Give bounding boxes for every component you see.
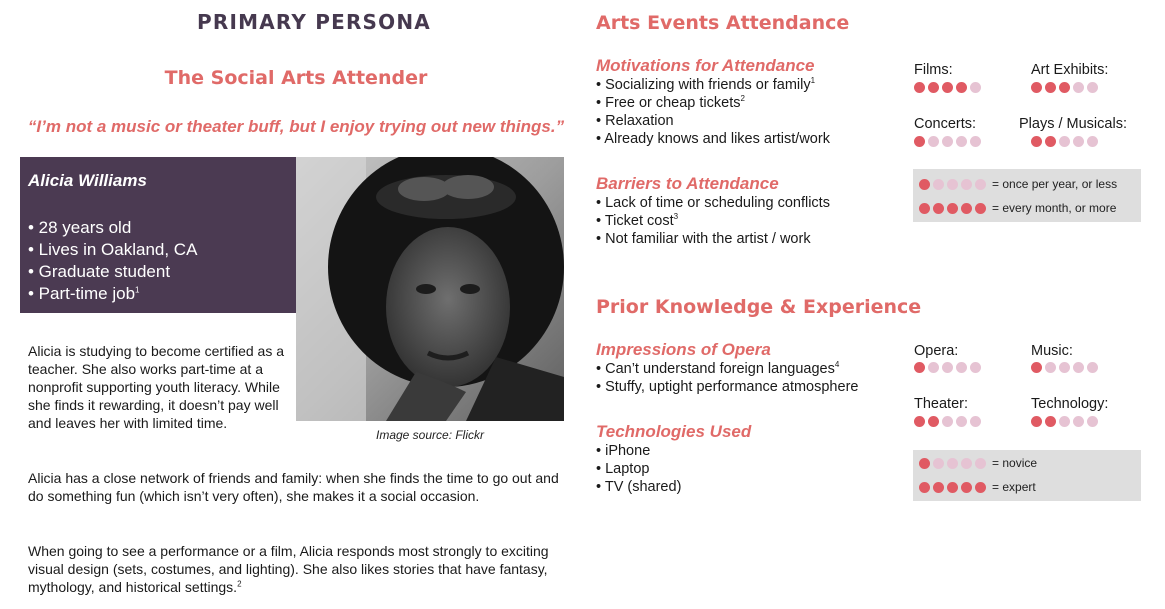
list-item: • Ticket cost$^3$ [596,212,679,229]
bio-paragraph: Alicia is studying to become certified as a teacher. She also works part-time at a nonprofit supporting youth literacy. While she finds it rewarding, it doesn’t pay well and leaves her with limited time. [28,343,285,431]
rating-dot-filled [928,82,939,93]
rating-dot-empty [956,362,967,373]
profile-facts [28,217,197,305]
rating-label-plays: Plays / Musicals: [1019,116,1127,132]
rating-label-art-exhibits: Art Exhibits: [1031,62,1109,78]
motivations-heading: Motivations for Attendance [596,56,815,75]
rating-dot-filled [933,482,944,493]
list-item: • Can’t understand foreign languages$^4$ [596,360,840,377]
legend-row [919,456,1037,470]
legend-text: = novice [992,456,1038,470]
rating-dot-empty [970,136,981,147]
footnote-marker: 2 [237,579,242,589]
photo-caption: Image source: Flickr [375,428,485,442]
rating-dot-filled [947,203,958,214]
persona-kicker: PRIMARY PERSONA [197,10,431,34]
profile-fact: • Lives in Oakland, CA [28,240,198,259]
rating-label-theater: Theater: [914,396,968,412]
legend-text: = once per year, or less [992,177,1118,191]
profile-fact: • Part-time job$^1$ [28,284,140,303]
rating-dot-filled [914,362,925,373]
rating-dot-filled [1031,82,1042,93]
rating-dot-filled [933,203,944,214]
attendance-heading: Arts Events Attendance [596,12,850,34]
rating-dot-empty [970,416,981,427]
persona-name: Alicia Williams [28,171,147,190]
rating-dot-filled [961,203,972,214]
rating-dot-empty [970,362,981,373]
rating-dot-filled [1031,136,1042,147]
rating-dot-filled [914,82,925,93]
rating-dot-empty [1059,136,1070,147]
legend-text: = expert [992,480,1036,494]
rating-dot-filled [975,203,986,214]
rating-dot-empty [1087,416,1098,427]
rating-dot-empty [1073,362,1084,373]
rating-dot-filled [1045,82,1056,93]
bio-paragraph: When going to see a performance or a film, Alicia responds most strongly to exciting visual design (sets, costumes, and lighting). She also likes stories that have fantasy, mythology, and historical settings.$^2$ [28,543,549,595]
legend-dots [919,179,986,190]
rating-label-music: Music: [1031,343,1073,359]
motivations-list [596,76,830,148]
rating-dots-opera [914,362,981,373]
rating-dot-empty [928,362,939,373]
tech-list [596,442,681,496]
barriers-list [596,194,830,248]
list-item: • TV (shared) [596,479,682,495]
bio-paragraph: Alicia has a close network of friends and family: when she finds the time to go out and do something fun (which isn’t very often), she makes it a social occasion. [28,470,559,504]
rating-dot-empty [947,458,958,469]
rating-dots-technology [1031,416,1098,427]
barriers-heading: Barriers to Attendance [596,174,779,193]
rating-dot-empty [956,416,967,427]
rating-dot-empty [956,136,967,147]
list-item: • Relaxation [596,113,674,129]
persona-quote: “I’m not a music or theater buff, but I enjoy trying out new things.” [27,117,565,136]
rating-dot-empty [942,416,953,427]
rating-dot-empty [1059,362,1070,373]
rating-dot-empty [1073,136,1084,147]
opera-list [596,360,858,396]
rating-label-films: Films: [914,62,953,78]
rating-dot-filled [1059,82,1070,93]
rating-dot-filled [919,179,930,190]
list-item: • iPhone [596,443,651,459]
legend-row [919,201,1116,215]
rating-dots-music [1031,362,1098,373]
rating-dot-empty [961,458,972,469]
rating-dot-empty [961,179,972,190]
rating-dot-empty [1045,362,1056,373]
legend-dots [919,203,986,214]
opera-heading: Impressions of Opera [596,340,771,359]
rating-dot-filled [914,136,925,147]
rating-dots-films [914,82,981,93]
rating-dot-empty [942,362,953,373]
footnote-marker: 1 [135,285,140,295]
list-item: • Lack of time or scheduling conflicts [596,195,830,211]
rating-dot-empty [933,179,944,190]
rating-dot-empty [970,82,981,93]
legend-dots [919,482,986,493]
profile-fact: • 28 years old [28,218,132,237]
rating-dot-filled [919,482,930,493]
rating-label-technology: Technology: [1031,396,1109,412]
rating-dot-filled [1031,416,1042,427]
legend-dots [919,458,986,469]
rating-dot-empty [975,179,986,190]
persona-title: The Social Arts Attender [164,67,428,89]
rating-dot-filled [1031,362,1042,373]
profile-card [20,157,296,313]
rating-dot-empty [1087,362,1098,373]
knowledge-heading: Prior Knowledge & Experience [596,296,922,318]
rating-dots-theater [914,416,981,427]
rating-label-concerts: Concerts: [914,116,977,132]
rating-dot-filled [919,458,930,469]
rating-dot-filled [956,82,967,93]
list-item: • Not familiar with the artist / work [596,231,811,247]
rating-dot-filled [942,82,953,93]
rating-dot-filled [928,416,939,427]
legend-text: = every month, or more [992,201,1117,215]
tech-heading: Technologies Used [596,422,752,441]
knowledge-legend [913,450,1141,501]
legend-row [919,177,1117,191]
rating-dot-filled [1045,416,1056,427]
rating-dot-empty [947,179,958,190]
rating-dot-empty [1087,82,1098,93]
rating-dots-art-exhibits [1031,82,1098,93]
list-item: • Free or cheap tickets$^2$ [596,94,745,111]
attendance-legend [913,169,1141,222]
profile-fact: • Graduate student [28,262,171,281]
rating-dot-empty [1073,82,1084,93]
rating-label-opera: Opera: [914,343,959,359]
rating-dot-empty [975,458,986,469]
rating-dot-empty [1059,416,1070,427]
list-item: • Laptop [596,461,650,477]
legend-row [919,480,1036,494]
rating-dots-plays [1031,136,1098,147]
rating-dot-empty [928,136,939,147]
rating-dot-filled [919,203,930,214]
list-item: • Socializing with friends or family$^1$ [596,76,816,93]
persona-photo [296,157,564,421]
rating-dot-empty [942,136,953,147]
list-item: • Stuffy, uptight performance atmosphere [596,379,859,395]
rating-dot-filled [1045,136,1056,147]
rating-dot-empty [1073,416,1084,427]
rating-dot-empty [933,458,944,469]
rating-dot-filled [914,416,925,427]
rating-dot-filled [961,482,972,493]
rating-dot-filled [947,482,958,493]
portrait-image [296,157,564,421]
rating-dot-empty [1087,136,1098,147]
rating-dot-filled [975,482,986,493]
list-item: • Already knows and likes artist/work [596,131,830,147]
rating-dots-concerts [914,136,981,147]
